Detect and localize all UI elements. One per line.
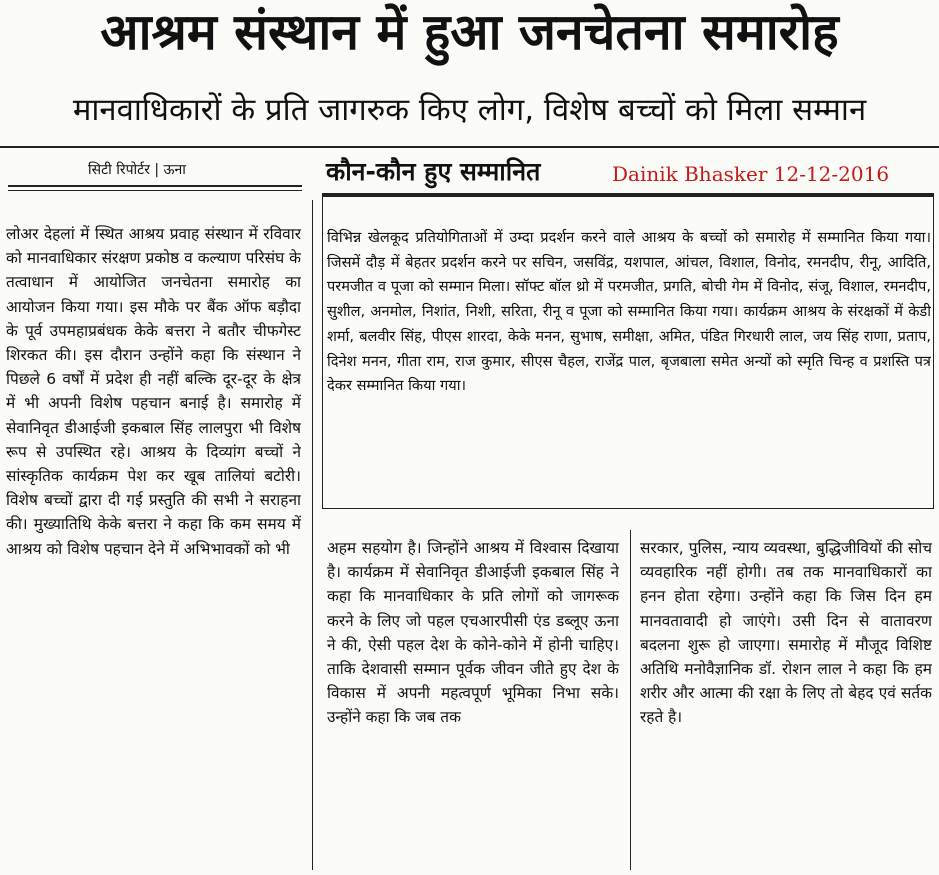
article-column-3: सरकार, पुलिस, न्याय व्यवस्था, बुद्धिजीवियों की सोच व्यवहारिक नहीं होगी। तब तक मानवाधिकारों का हनन होता रहेगा। उन्होंने कहा कि जिस दिन हम मानवतावादी हो जाएंगे। उसी दिन से वातावरण बदलना शुरू हो जाएगा। समारोह में मौजूद विशिष्ट अतिथि मनोवैज्ञानिक डॉ. रोशन लाल ने कहा कि हम शरीर और आत्मा की रक्षा के लिए तो बेहद एवं सर्तक रहते है। (640, 539, 932, 727)
sidebar-title: कौन-कौन हुए सम्मानित (326, 157, 541, 186)
column-divider-2 (630, 530, 631, 870)
sidebar-box-top (322, 193, 934, 197)
top-rule (0, 146, 939, 148)
article-column-2: अहम सहयोग है। जिन्होंने आश्रय में विश्वास दिखाया है। कार्यक्रम में सेवानिवृत डीआईजी इकबाल सिंह ने कहा कि मानवाधिकार के प्रति लोगों को जागरूक करने के लिए जो पहल एचआरपीसी एंड डब्लूए ऊना ने की, ऐसी पहल देश के कोने-कोने में होनी चाहिए। ताकि देशवासी सम्मान पूर्वक जीवन जीते हुए देश के विकास में अपनी महत्वपूर्ण भूमिका निभा सके। उन्होंने कहा कि जब तक (327, 539, 619, 727)
sidebar-box-right (933, 193, 934, 509)
sidebar-box-left (322, 193, 323, 509)
sidebar-body: विभिन्न खेलकूद प्रतियोगिताओं में उम्दा प्रदर्शन करने वाले आश्रय के बच्चों को समारोह में सम्मानित किया गया। जिसमें दौड़ में बेहतर प्रदर्शन करने पर सचिन, जसविंद्र, यशपाल, आंचल, विशाल, विनोद, रमनदीप, रीनू, आदिति, परमजीत व पूजा को सम्मान मिला। सॉफ्ट बॉल थ्रो में परमजीत, प्रगति, बोची गेम में विनोद, संजू, विशाल, रमनदीप, सुशील, अनमोल, निशांत, निशी, सरिता, रीनू व पूजा को सम्मानित किया गया। कार्यक्रम आश्रय के संरक्षकों में केडी शर्मा, बलवीर सिंह, पीएस शारदा, केके मनन, सुभाष, समीक्षा, अमित, पंडित गिरधारी लाल, जय सिंह राणा, प्रताप, दिनेश मनन, गीता राम, राज कुमार, सीएस चैहल, राजेंद्र पाल, बृजबाला समेत अन्यों को स्मृति चिन्ह व प्रशस्ति पत्र देकर सम्मानित किया गया। (327, 229, 931, 395)
byline-underline (8, 185, 302, 187)
byline: सिटी रिपोर्टर | ऊना (88, 162, 186, 178)
article-column-1: लोअर देहलां में स्थित आश्रय प्रवाह संस्थान में रविवार को मानवाधिकार संरक्षण प्रकोष्ठ व कल्याण परिसंघ के तत्वाधान में आयोजित जनचेतना समारोह का आयोजन किया गया। इस मौके पर बैंक ऑफ बड़ौदा के पूर्व उपमहाप्रबंधक केके बत्तरा ने बतौर चीफगेस्ट शिरकत की। इस दौरान उन्होंने कहा कि संस्थान ने पिछले 6 वर्षों में प्रदेश ही नहीं बल्कि दूर-दूर के क्षेत्र में भी अपनी विशेष पहचान बनाई है। समारोह में सेवानिवृत डीआईजी इकबाल सिंह लालपुरा भी विशेष रूप से उपस्थित रहे। आश्रय के दिव्यांग बच्चों ने सांस्कृतिक कार्यक्रम पेश कर खूब तालियां बटोरी। विशेष बच्चों द्वारा दी गई प्रस्तुति की सभी ने सराहना की। मुख्यातिथि केके बत्तरा ने कहा कि कम समय में आश्रय को विशेष पहचान देने में अभिभावकों को भी (6, 225, 301, 558)
subheadline: मानवाधिकारों के प्रति जागरुक किए लोग, विशेष बच्चों को मिला सम्मान (72, 92, 867, 128)
column-divider-1 (312, 200, 313, 870)
sidebar-box-bottom (322, 508, 934, 509)
source-tag: Dainik Bhasker 12-12-2016 (612, 162, 890, 186)
byline-underline-thin (8, 190, 302, 191)
headline: आश्रम संस्थान में हुआ जनचेतना समारोह (100, 3, 839, 61)
